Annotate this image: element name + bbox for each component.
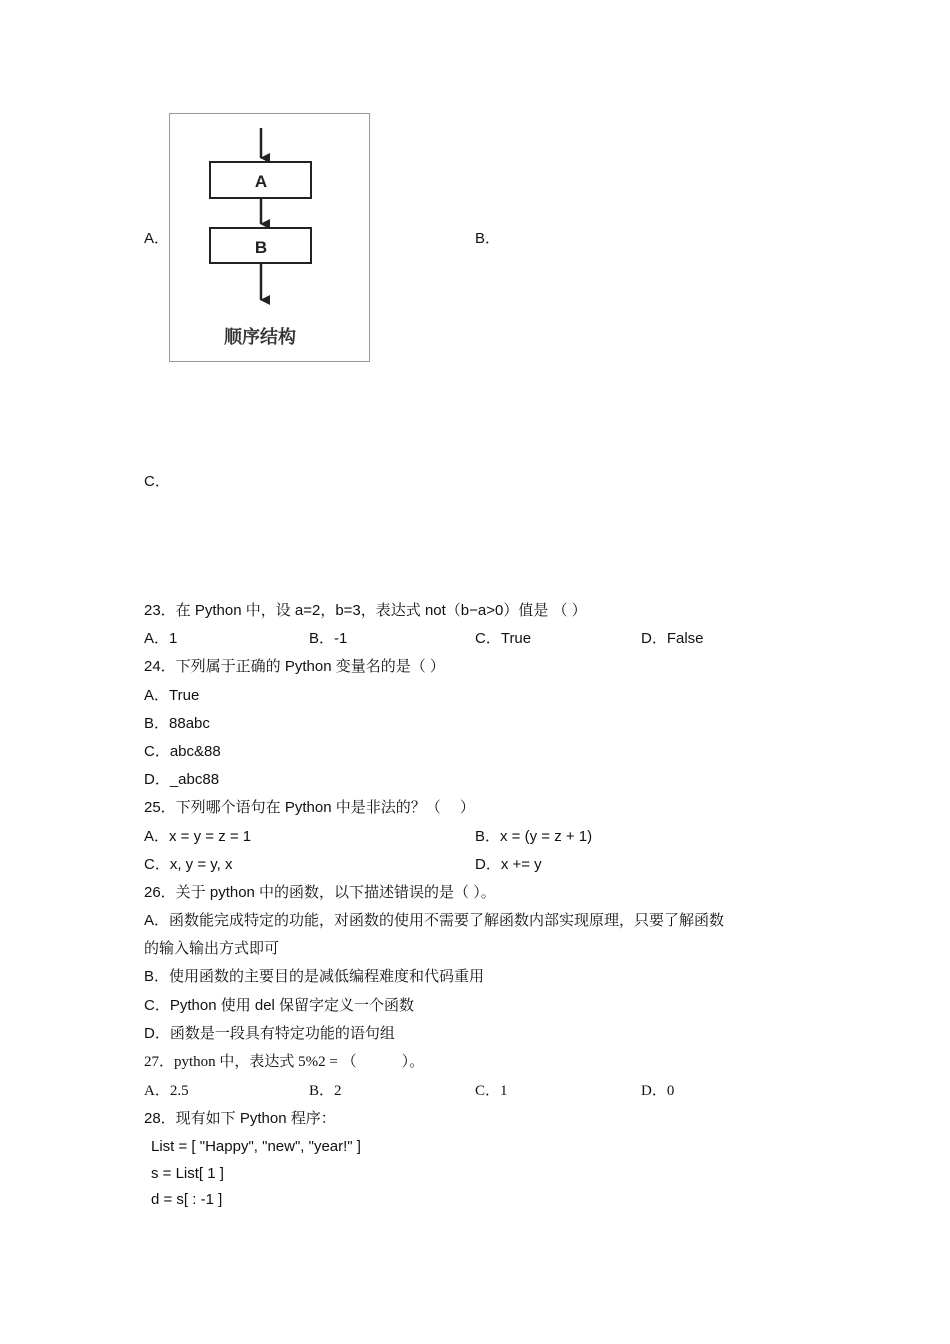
q26-option-a-continued: 的输入输出方式即可 — [144, 940, 280, 957]
q25-option-d: D．x += y — [475, 856, 542, 873]
q27-option-c: C．1 — [475, 1083, 508, 1099]
q27-option-b: B．2 — [309, 1083, 342, 1099]
q24-option-d: D．_abc88 — [144, 771, 220, 788]
q26-option-a: A．函数能完成特定的功能，对函数的使用不需要了解函数内部实现原理，只要了解函数 — [144, 912, 725, 929]
q24-option-c: C．abc&88 — [144, 743, 221, 760]
q26-option-d: D．函数是一段具有特定功能的语句组 — [144, 1025, 395, 1042]
option-c-label: C． — [144, 473, 170, 490]
question-27-stem: 27．python 中，表达式 5%2 = （ ）。 — [144, 1054, 425, 1070]
process-box-b-label: B — [254, 238, 268, 257]
q23-option-b: B．-1 — [309, 630, 348, 647]
question-26-stem: 26．关于 python 中的函数，以下描述错误的是（ ）。 — [144, 884, 496, 901]
question-23-stem: 23．在 Python 中，设 a=2，b=3，表达式 not（b−a>0）值是 （ ） — [144, 602, 587, 619]
q23-option-d: D．False — [641, 630, 704, 647]
q27-option-a: A．2.5 — [144, 1083, 189, 1099]
code-line-1: List = [ "Happy", "new", "year!" ] — [151, 1138, 361, 1155]
q27-option-d: D．0 — [641, 1083, 675, 1099]
flowchart-diagram — [170, 114, 369, 361]
option-b-label: B． — [475, 230, 501, 247]
question-28-stem: 28．现有如下 Python 程序： — [144, 1110, 336, 1127]
q25-option-b: B．x = (y = z + 1) — [475, 828, 593, 845]
q23-option-a: A．1 — [144, 630, 178, 647]
question-24-stem: 24．下列属于正确的 Python 变量名的是（ ） — [144, 658, 445, 675]
code-line-3: d = s[ : -1 ] — [151, 1191, 223, 1208]
q25-option-c: C．x, y = y, x — [144, 856, 233, 873]
option-a-label: A． — [144, 230, 170, 247]
process-box-a-label: A — [254, 172, 268, 191]
flowchart-caption: 顺序结构 — [224, 327, 296, 348]
q23-option-c: C．True — [475, 630, 532, 647]
q26-option-b: B．使用函数的主要目的是减低编程难度和代码重用 — [144, 968, 485, 985]
q26-option-c: C．Python 使用 del 保留字定义一个函数 — [144, 997, 415, 1014]
sequence-flowchart-figure — [169, 113, 370, 362]
question-25-stem: 25．下列哪个语句在 Python 中是非法的？（ ） — [144, 799, 475, 816]
q24-option-b: B．88abc — [144, 715, 210, 732]
code-line-2: s = List[ 1 ] — [151, 1165, 224, 1182]
q25-option-a: A．x = y = z = 1 — [144, 828, 252, 845]
q24-option-a: A．True — [144, 687, 200, 704]
